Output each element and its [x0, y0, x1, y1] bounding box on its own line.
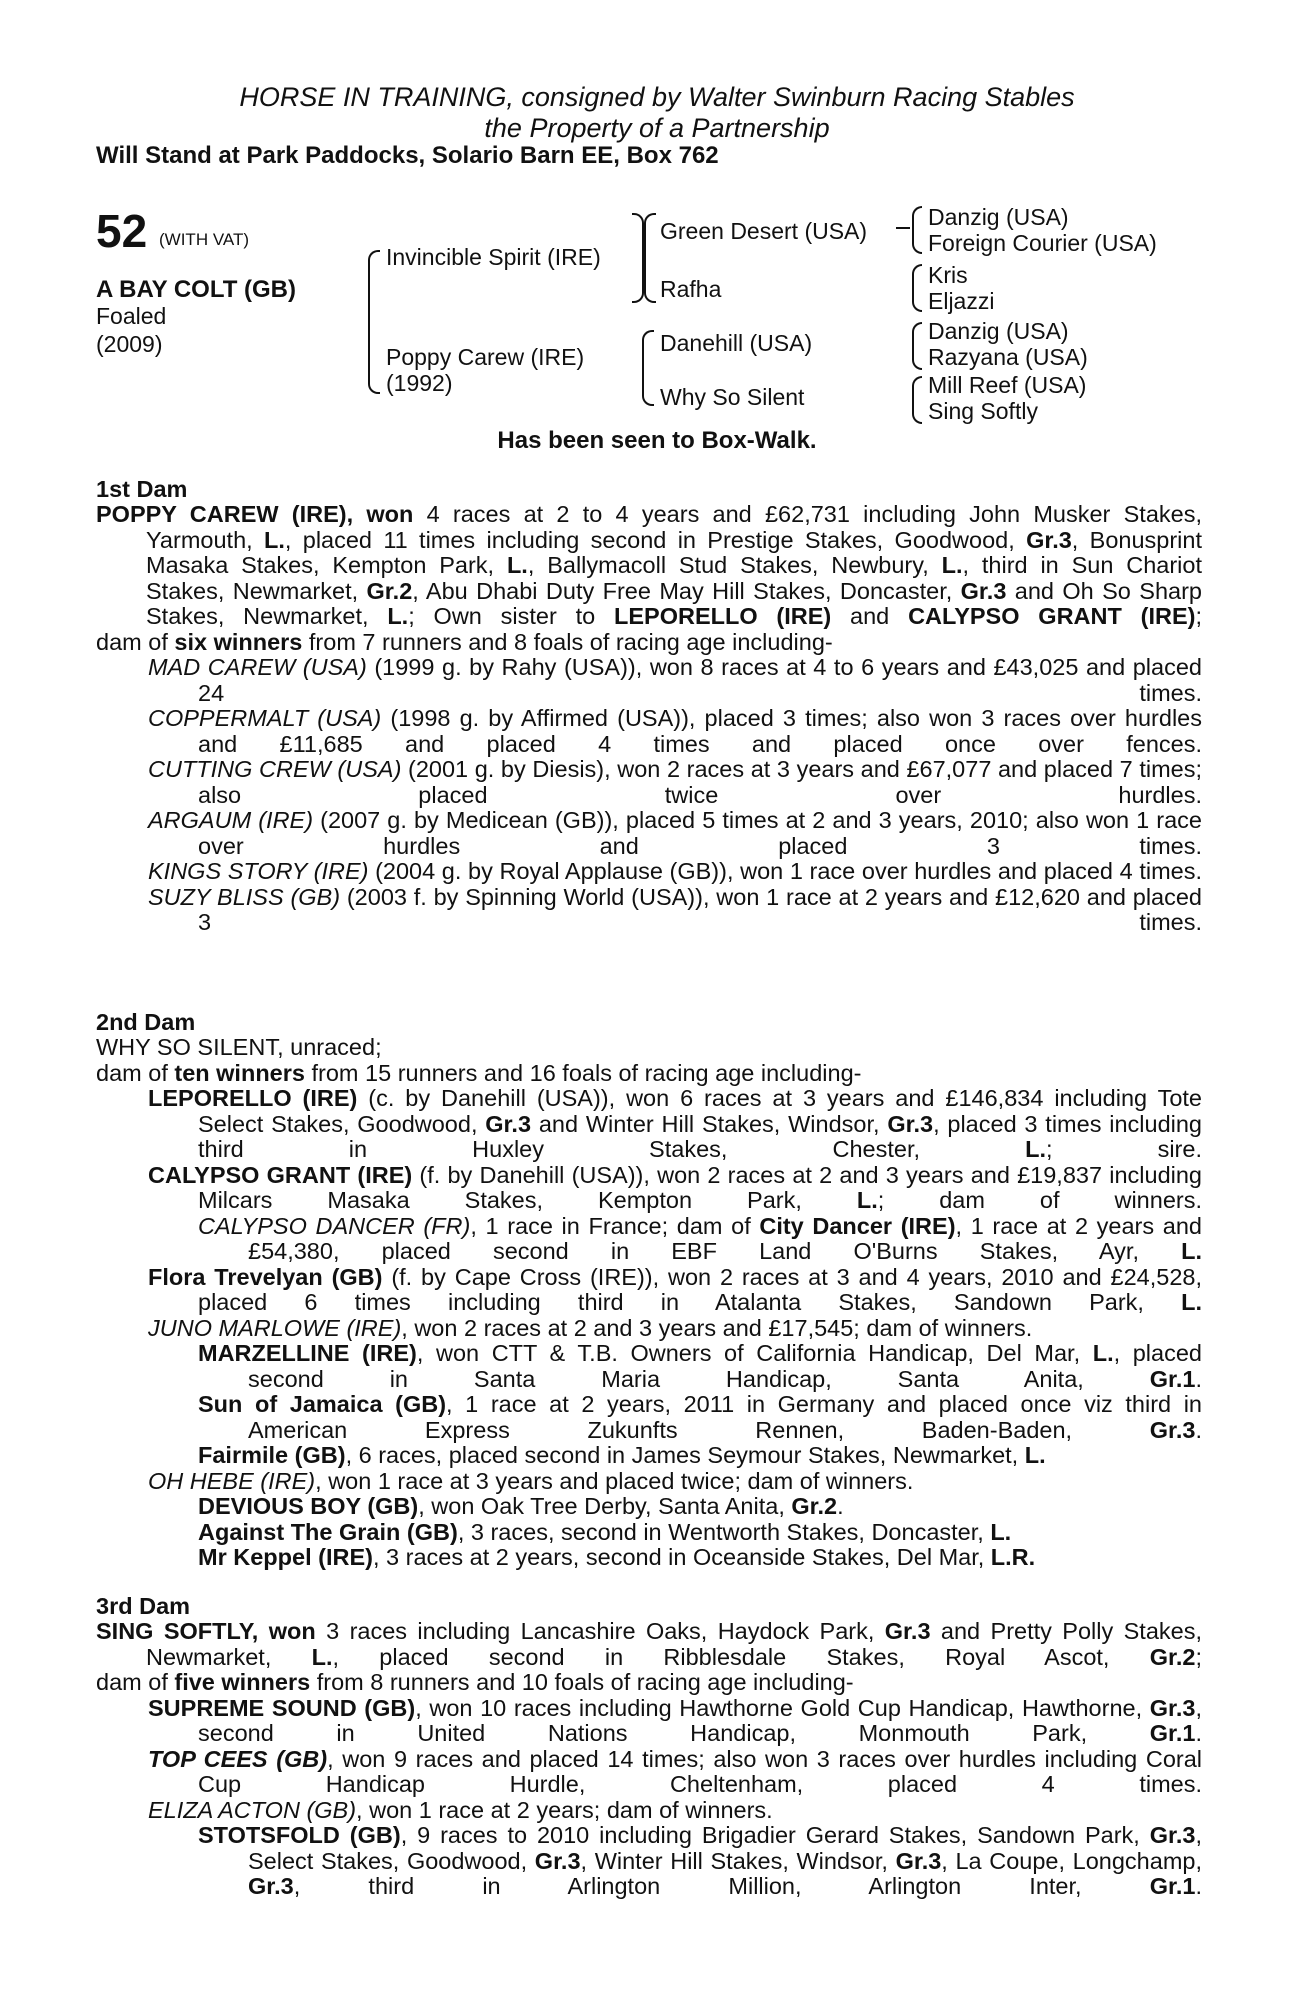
produce-entry: TOP CEES (GB), won 9 races and placed 14 times; also won 3 races over hurdles including Coral Cup Handicap Hurdle, Cheltenham, placed 4 times.	[148, 1745, 1202, 1797]
sire-sire-name: Green Desert (USA)	[660, 218, 868, 244]
first-dam-section	[96, 502, 1202, 936]
lot-description: A BAY COLT (GB)	[96, 276, 297, 303]
dam-sire-name: Danehill (USA)	[660, 330, 813, 356]
foaled-year: (2009)	[96, 331, 163, 357]
produce-entry: DEVIOUS BOY (GB), won Oak Tree Derby, Santa Anita, Gr.2.	[198, 1493, 844, 1519]
produce-entry: SUZY BLISS (GB) (2003 f. by Spinning World (USA)), won 1 race at 2 years and £12,620 and placed 3 times.	[148, 883, 1202, 935]
produce-entry: CALYPSO DANCER (FR), 1 race in France; dam of City Dancer (IRE), 1 race at 2 years and £54,380, placed second in EBF Land O'Burns Stakes, Ayr, L.	[198, 1212, 1202, 1264]
first-dam-produce-summary: dam of six winners from 7 runners and 8 foals of racing age including-	[96, 628, 833, 655]
first-dam-name: POPPY CAREW (IRE), won	[96, 501, 414, 527]
third-dam-record: SING SOFTLY, won 3 races including Lancashire Oaks, Haydock Park, Gr.3 and Pretty Polly Stakes, Newmarket, L., placed second in Ribblesdale Stakes, Royal Ascot, Gr.2;	[96, 1618, 1202, 1670]
produce-entry: MARZELLINE (IRE), won CTT & T.B. Owners of California Handicap, Del Mar, L., placed second in Santa Maria Handicap, Santa Anita, Gr.1.	[198, 1340, 1202, 1392]
ggs-2: Kris	[928, 262, 968, 288]
second-dam-title: 2nd Dam	[96, 1009, 196, 1035]
produce-entry: LEPORELLO (IRE) (c. by Danehill (USA)), won 6 races at 3 years and £146,834 including Tote Select Stakes, Goodwood, Gr.3 and Winter Hill Stakes, Windsor, Gr.3, placed 3 times including third in Huxley Stakes, Chester, L.; sire.	[148, 1085, 1203, 1162]
ggd-3: Razyana (USA)	[928, 344, 1088, 370]
g12-brace	[912, 206, 922, 254]
sire-left-brace	[644, 213, 656, 303]
foaled-label: Foaled	[96, 303, 167, 329]
sire-dam-name: Rafha	[660, 276, 722, 302]
main-brace	[368, 250, 380, 394]
third-dam-title: 3rd Dam	[96, 1593, 191, 1619]
third-dam-produce-summary: dam of five winners from 8 runners and 10 foals of racing age including-	[96, 1669, 854, 1695]
ggs-4: Mill Reef (USA)	[928, 372, 1087, 398]
produce-entry: MAD CAREW (USA) (1999 g. by Rahy (USA)), won 8 races at 4 to 6 years and £43,025 and placed 24 times.	[148, 654, 1202, 706]
dam-dam-name: Why So Silent	[660, 384, 805, 410]
consignor-line: HORSE IN TRAINING, consigned by Walter Swinburn Racing Stables	[239, 82, 1075, 112]
ggd-4: Sing Softly	[928, 398, 1038, 424]
dam-name: Poppy Carew (IRE)	[386, 344, 585, 370]
produce-entry: KINGS STORY (IRE) (2004 g. by Royal Applause (GB)), won 1 race over hurdles and placed 4 times.	[148, 858, 1202, 884]
produce-entry: Sun of Jamaica (GB), 1 race at 2 years, 2011 in Germany and placed once viz third in American Express Zukunfts Rennen, Baden-Baden, Gr.3.	[198, 1391, 1203, 1443]
first-dam-title: 1st Dam	[96, 476, 188, 502]
produce-entry: Flora Trevelyan (GB) (f. by Cape Cross (IRE)), won 2 races at 3 and 4 years, 2010 and £24,528, placed 6 times including third in Atalanta Stakes, Sandown Park, L.	[148, 1263, 1202, 1315]
produce-entry: CUTTING CREW (USA) (2001 g. by Diesis), won 2 races at 3 years and £67,077 and placed 7 times; also placed twice over hurdles.	[148, 756, 1202, 808]
ggd-1: Foreign Courier (USA)	[928, 230, 1157, 256]
first-dam-record: POPPY CAREW (IRE), won 4 races at 2 to 4 years and £62,731 including John Musker Stakes, Yarmouth, L., placed 11 times including second in Prestige Stakes, Goodwood, Gr.3, Bonusprint Masaka Stakes, Kempton Park, L., Ballymacoll Stud Stakes, Newbury, L., third in Sun Chariot Stakes, Newmarket, Gr.2, Abu Dhabi Duty Free May Hill Stakes, Doncaster, Gr.3 and Oh So Sharp Stakes, Newmarket, L.; Own sister to LEPORELLO (IRE) and CALYPSO GRANT (IRE);	[96, 501, 1202, 629]
property-line: the Property of a Partnership	[484, 113, 830, 143]
produce-entry: ARGAUM (IRE) (2007 g. by Medicean (GB)), placed 5 times at 2 and 3 years, 2010; also won 1 race over hurdles and placed 3 times.	[148, 807, 1202, 859]
second-dam-section	[96, 1035, 1202, 1571]
second-dam-record: WHY SO SILENT, unraced;	[96, 1034, 382, 1060]
produce-entry: ELIZA ACTON (GB), won 1 race at 2 years; dam of winners.	[148, 1796, 773, 1823]
foaled-info	[96, 302, 166, 358]
box-walk-note: Has been seen to Box-Walk.	[497, 427, 817, 454]
sire-name: Invincible Spirit (IRE)	[386, 244, 601, 270]
ggs-3: Danzig (USA)	[928, 318, 1069, 344]
g78-brace	[912, 376, 922, 424]
produce-entry: COPPERMALT (USA) (1998 g. by Affirmed (USA)), placed 3 times; also won 3 races over hurdles and £11,685 and placed 4 times and placed once over fences.	[148, 705, 1202, 757]
produce-entry: SUPREME SOUND (GB), won 10 races including Hawthorne Gold Cup Handicap, Hawthorne, Gr.3, second in United Nations Handicap, Monmouth Park, Gr.1.	[148, 1694, 1202, 1746]
third-dam-section	[96, 1619, 1202, 1900]
produce-entry: CALYPSO GRANT (IRE) (f. by Danehill (USA)), won 2 races at 2 and 3 years and £19,837 including Milcars Masaka Stakes, Kempton Park, L.; dam of winners.	[148, 1161, 1202, 1213]
ggd-2: Eljazzi	[928, 288, 995, 314]
produce-entry: OH HEBE (IRE), won 1 race at 3 years and placed twice; dam of winners.	[148, 1467, 914, 1494]
stand-location: Will Stand at Park Paddocks, Solario Barn EE, Box 762	[96, 142, 719, 169]
produce-entry: Fairmile (GB), 6 races, placed second in James Seymour Stakes, Newmarket, L.	[198, 1442, 1046, 1468]
lot-number: 52	[96, 205, 148, 257]
produce-entry: JUNO MARLOWE (IRE), won 2 races at 2 and 3 years and £17,545; dam of winners.	[148, 1314, 1033, 1341]
dam-year: (1992)	[386, 370, 453, 396]
dam-brace	[642, 330, 654, 406]
g12-hook	[896, 227, 910, 229]
vat-label: (WITH VAT)	[159, 230, 250, 249]
produce-entry: STOTSFOLD (GB), 9 races to 2010 including Brigadier Gerard Stakes, Sandown Park, Gr.3, Select Stakes, Goodwood, Gr.3, Winter Hill Stakes, Windsor, Gr.3, La Coupe, Longchamp, Gr.3, third in Arlington Million, Arlington Inter, Gr.1.	[198, 1822, 1202, 1899]
produce-entry: Against The Grain (GB), 3 races, second in Wentworth Stakes, Doncaster, L.	[198, 1518, 1012, 1545]
g34-brace	[912, 264, 922, 312]
g56-brace	[912, 322, 922, 370]
second-dam-produce-summary: dam of ten winners from 15 runners and 16 foals of racing age including-	[96, 1059, 862, 1086]
ggs-1: Danzig (USA)	[928, 204, 1069, 230]
sire-right-brace	[632, 213, 644, 303]
produce-entry: Mr Keppel (IRE), 3 races at 2 years, second in Oceanside Stakes, Del Mar, L.R.	[198, 1544, 1036, 1570]
